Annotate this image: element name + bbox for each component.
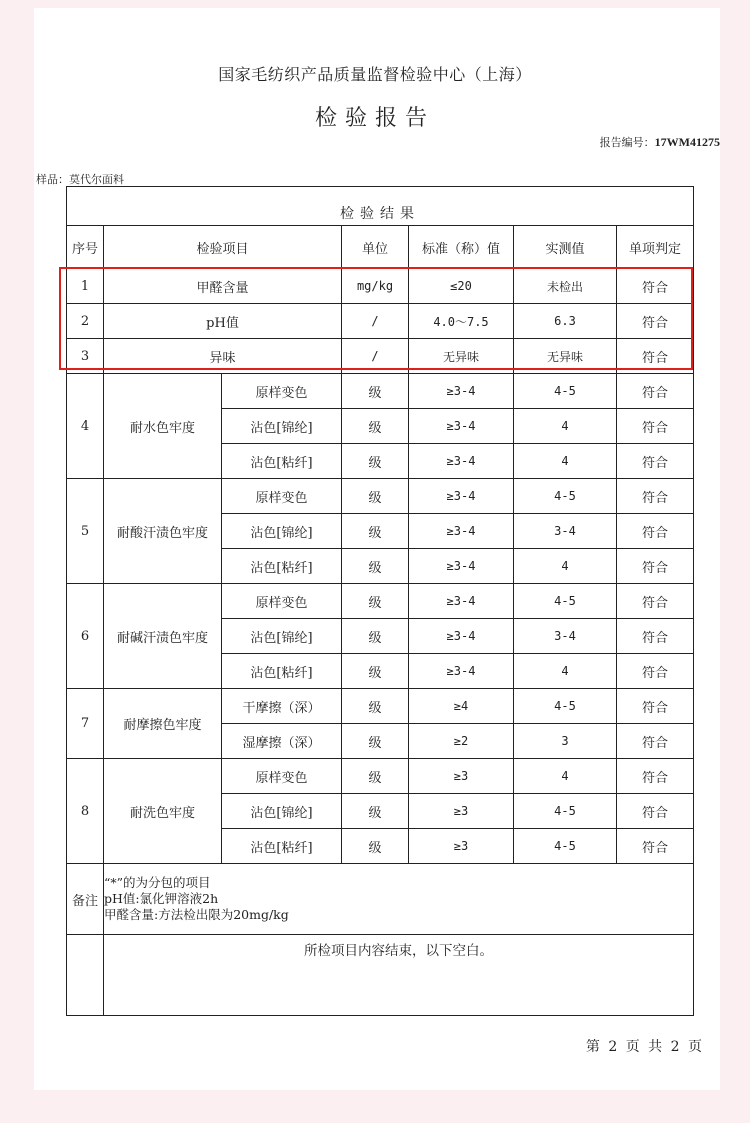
row-standard: ≥3 xyxy=(409,829,514,864)
group-seq: 7 xyxy=(67,689,104,759)
group-item: 耐摩擦色牢度 xyxy=(104,689,222,759)
row-item: 甲醛含量 xyxy=(104,269,342,304)
row-measured: 6.3 xyxy=(514,304,617,339)
row-standard: ≥3-4 xyxy=(409,409,514,444)
row-measured: 3 xyxy=(514,724,617,759)
row-unit: 级 xyxy=(342,374,409,409)
group-item: 耐碱汗渍色牢度 xyxy=(104,584,222,689)
row-verdict: 符合 xyxy=(617,409,694,444)
header-measured: 实测值 xyxy=(514,226,617,269)
row-standard: ≥3 xyxy=(409,794,514,829)
row-subitem: 沾色[粘纤] xyxy=(222,549,342,584)
row-seq: 1 xyxy=(67,269,104,304)
row-verdict: 符合 xyxy=(617,514,694,549)
row-subitem: 干摩擦（深） xyxy=(222,689,342,724)
row-standard: ≥3-4 xyxy=(409,444,514,479)
row-verdict: 符合 xyxy=(617,444,694,479)
row-verdict: 符合 xyxy=(617,269,694,304)
row-unit: 级 xyxy=(342,444,409,479)
row-subitem: 原样变色 xyxy=(222,374,342,409)
row-seq: 2 xyxy=(67,304,104,339)
row-measured: 无异味 xyxy=(514,339,617,374)
row-standard: ≥4 xyxy=(409,689,514,724)
row-standard: ≥3-4 xyxy=(409,584,514,619)
header-seq: 序号 xyxy=(67,226,104,269)
row-subitem: 湿摩擦（深） xyxy=(222,724,342,759)
row-standard: ≥2 xyxy=(409,724,514,759)
row-subitem: 沾色[粘纤] xyxy=(222,829,342,864)
group-item: 耐酸汗渍色牢度 xyxy=(104,479,222,584)
row-standard: ≥3-4 xyxy=(409,514,514,549)
row-unit: 级 xyxy=(342,654,409,689)
header-unit: 单位 xyxy=(342,226,409,269)
row-verdict: 符合 xyxy=(617,619,694,654)
row-subitem: 原样变色 xyxy=(222,479,342,514)
row-verdict: 符合 xyxy=(617,304,694,339)
row-unit: / xyxy=(342,339,409,374)
row-standard: ≥3-4 xyxy=(409,654,514,689)
table-row xyxy=(67,339,694,374)
row-standard: ≥3 xyxy=(409,759,514,794)
row-measured: 4-5 xyxy=(514,829,617,864)
row-verdict: 符合 xyxy=(617,584,694,619)
row-unit: 级 xyxy=(342,514,409,549)
row-verdict: 符合 xyxy=(617,829,694,864)
row-subitem: 沾色[粘纤] xyxy=(222,654,342,689)
group-item: 耐水色牢度 xyxy=(104,374,222,479)
row-standard: ≥3-4 xyxy=(409,549,514,584)
row-unit: 级 xyxy=(342,724,409,759)
notes-content xyxy=(104,864,694,935)
row-unit: 级 xyxy=(342,479,409,514)
row-measured: 3-4 xyxy=(514,619,617,654)
row-measured: 4 xyxy=(514,654,617,689)
row-unit: 级 xyxy=(342,409,409,444)
row-item: 异味 xyxy=(104,339,342,374)
org-title: 国家毛纺织产品质量监督检验中心（上海） xyxy=(218,65,532,84)
report-number xyxy=(600,134,720,150)
note-line: pH值:氯化钾溶液2h xyxy=(104,891,219,906)
row-verdict: 符合 xyxy=(617,724,694,759)
row-verdict: 符合 xyxy=(617,759,694,794)
note-line: 甲醛含量:方法检出限为20mg/kg xyxy=(104,907,289,922)
row-unit: 级 xyxy=(342,619,409,654)
notes-row xyxy=(67,864,694,935)
row-verdict: 符合 xyxy=(617,339,694,374)
group-seq: 4 xyxy=(67,374,104,479)
row-subitem: 沾色[粘纤] xyxy=(222,444,342,479)
row-subitem: 沾色[锦纶] xyxy=(222,794,342,829)
end-row xyxy=(67,935,694,1016)
row-subitem: 原样变色 xyxy=(222,759,342,794)
row-standard: ≥3-4 xyxy=(409,374,514,409)
header-verdict: 单项判定 xyxy=(617,226,694,269)
row-unit: 级 xyxy=(342,549,409,584)
table-row xyxy=(67,479,694,514)
row-item: pH值 xyxy=(104,304,342,339)
group-seq: 6 xyxy=(67,584,104,689)
row-seq: 3 xyxy=(67,339,104,374)
row-measured: 4-5 xyxy=(514,374,617,409)
row-measured: 4 xyxy=(514,409,617,444)
row-standard: ≥3-4 xyxy=(409,479,514,514)
row-verdict: 符合 xyxy=(617,479,694,514)
report-title: 检验报告 xyxy=(314,106,435,131)
row-subitem: 沾色[锦纶] xyxy=(222,619,342,654)
row-verdict: 符合 xyxy=(617,549,694,584)
table-row xyxy=(67,689,694,724)
row-unit: 级 xyxy=(342,759,409,794)
row-measured: 未检出 xyxy=(514,269,617,304)
row-measured: 4 xyxy=(514,444,617,479)
report-number-value: 17WM41275 xyxy=(654,135,720,149)
group-item: 耐洗色牢度 xyxy=(104,759,222,864)
table-row xyxy=(67,374,694,409)
table-row xyxy=(67,759,694,794)
row-measured: 3-4 xyxy=(514,514,617,549)
header-standard: 标准（称）值 xyxy=(409,226,514,269)
page-number: 第 2 页 共 2 页 xyxy=(585,1039,704,1055)
group-seq: 8 xyxy=(67,759,104,864)
row-verdict: 符合 xyxy=(617,794,694,829)
row-measured: 4-5 xyxy=(514,584,617,619)
row-measured: 4-5 xyxy=(514,794,617,829)
results-table xyxy=(66,186,694,1016)
end-text: 所检项目内容结束，以下空白。 xyxy=(104,935,694,1016)
row-measured: 4 xyxy=(514,759,617,794)
table-row xyxy=(67,304,694,339)
row-subitem: 原样变色 xyxy=(222,584,342,619)
row-verdict: 符合 xyxy=(617,689,694,724)
row-measured: 4-5 xyxy=(514,479,617,514)
row-subitem: 沾色[锦纶] xyxy=(222,514,342,549)
table-row xyxy=(67,269,694,304)
group-seq: 5 xyxy=(67,479,104,584)
row-standard: ≤20 xyxy=(409,269,514,304)
table-row xyxy=(67,584,694,619)
row-subitem: 沾色[锦纶] xyxy=(222,409,342,444)
end-blank-cell xyxy=(67,935,104,1016)
row-measured: 4-5 xyxy=(514,689,617,724)
row-standard: 无异味 xyxy=(409,339,514,374)
note-line: “*”的为分包的项目 xyxy=(104,875,211,890)
row-unit: 级 xyxy=(342,794,409,829)
row-unit: mg/kg xyxy=(342,269,409,304)
report-number-label: 报告编号： xyxy=(599,136,655,149)
notes-label: 备注 xyxy=(67,864,104,935)
row-unit: 级 xyxy=(342,584,409,619)
row-verdict: 符合 xyxy=(617,374,694,409)
sample-name: 样品：莫代尔面料 xyxy=(36,173,124,186)
table-title: 检验结果 xyxy=(67,187,694,226)
row-verdict: 符合 xyxy=(617,654,694,689)
row-standard: ≥3-4 xyxy=(409,619,514,654)
row-standard: 4.0～7.5 xyxy=(409,304,514,339)
header-item: 检验项目 xyxy=(104,226,342,269)
row-unit: 级 xyxy=(342,829,409,864)
row-measured: 4 xyxy=(514,549,617,584)
row-unit: 级 xyxy=(342,689,409,724)
row-unit: / xyxy=(342,304,409,339)
